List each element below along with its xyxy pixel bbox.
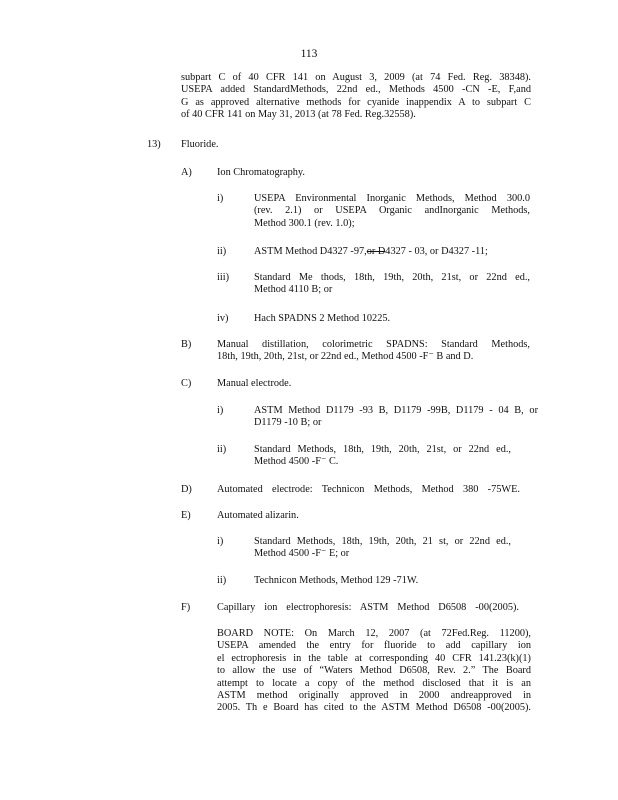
item-13-title: Fluoride. (181, 139, 219, 150)
item-d-text (217, 484, 520, 496)
text-line: BOARD NOTE: On March 12, 2007 (at 72Fed.Reg. 11200), (217, 628, 531, 639)
item-d-marker: D) (181, 484, 192, 495)
text-line: el ectrophoresis in the table at corresponding 40 CFR 141.23(k)(1) (217, 652, 531, 664)
text-line: Manual distillation, colorimetric SPADNS: Standard Methods, (217, 339, 530, 350)
item-a-i-marker: i) (217, 193, 224, 204)
item-c-title: Manual electrode. (217, 378, 292, 389)
text-line: Method 4110 B; or (254, 284, 333, 296)
text-segment: ASTM Method D4327 -97, (254, 246, 367, 257)
text-line: D1179 -10 B; or (254, 417, 322, 429)
text-line: ASTM Method D1179 -93 B, D1179 -99B, D1179 - 04 B, or (254, 405, 538, 416)
text-line: Method 300.1 (rev. 1.0); (254, 217, 355, 229)
page-number: 113 (300, 48, 318, 60)
item-e-i-text (254, 536, 511, 561)
item-e-ii-text: Technicon Methods, Method 129 -71W. (254, 575, 419, 586)
text-line: Automated electrode: Technicon Methods, Method 380 -75WE. (217, 484, 520, 495)
text-line: to allow the use of “Waters Method D6508, Rev. 2.” The Board (217, 665, 531, 677)
text-line: 18th, 19th, 20th, 21st, or 22nd ed., Method 4500 -F⁻ B and D. (217, 351, 474, 363)
text-line: Method 4500 -F⁻ E; or (254, 548, 350, 560)
item-a-marker: A) (181, 167, 192, 178)
text-line: 2005. Th e Board has cited to the ASTM Method D6508 -00(2005). (217, 702, 531, 714)
item-e-title: Automated alizarin. (217, 510, 299, 521)
item-e-ii-marker: ii) (217, 575, 227, 586)
struck-text: or D (366, 246, 386, 257)
item-e-marker: E) (181, 510, 191, 521)
text-segment: 4327 - 03, or D4327 -11; (385, 246, 488, 257)
text-line: Method 4500 -F⁻ C. (254, 456, 339, 468)
text-line: Standard Me thods, 18th, 19th, 20th, 21st, or 22nd ed., (254, 272, 530, 283)
item-b-marker: B) (181, 339, 192, 350)
item-a-iv-text: Hach SPADNS 2 Method 10225. (254, 313, 391, 324)
item-c-ii-marker: ii) (217, 444, 227, 455)
text-line: (rev. 2.1) or USEPA Organic andInorganic Methods, (254, 205, 530, 217)
text-line: attempt to locate a copy of the method disclosed that it is an (217, 677, 531, 689)
item-13-marker: 13) (147, 139, 161, 150)
item-e-i-marker: i) (217, 536, 224, 547)
item-f-marker: F) (181, 602, 191, 613)
intro-line: subpart C of 40 CFR 141 on August 3, 2009 (at 74 Fed. Reg. 38348). (181, 72, 531, 83)
text-line: Capillary ion electrophoresis: ASTM Method D6508 -00(2005). (217, 602, 519, 613)
intro-paragraph (181, 72, 531, 122)
intro-line: USEPA added StandardMethods, 22nd ed., Methods 4500 -CN -E, F,and (181, 84, 531, 96)
item-c-ii-text (254, 444, 511, 469)
intro-line: G as approved alternative methods for cyanide inappendix A to subpart C (181, 96, 531, 108)
text-line: Standard Methods, 18th, 19th, 20th, 21st, or 22nd ed., (254, 444, 511, 455)
board-note (217, 628, 531, 715)
item-a-i-text (254, 193, 530, 230)
item-a-ii-marker: ii) (217, 246, 227, 257)
item-c-i-text (254, 405, 538, 430)
item-c-i-marker: i) (217, 405, 224, 416)
item-f-text (217, 602, 519, 614)
text-line: Standard Methods, 18th, 19th, 20th, 21 st, or 22nd ed., (254, 536, 511, 547)
item-b-text (217, 339, 530, 364)
text-line: USEPA amended the entry for fluoride to add capillary ion (217, 640, 531, 652)
text-line: USEPA Environmental Inorganic Methods, Method 300.0 (254, 193, 530, 204)
item-c-marker: C) (181, 378, 192, 389)
item-a-ii-text (254, 246, 488, 258)
item-a-title: Ion Chromatography. (217, 167, 305, 178)
item-a-iii-text (254, 272, 530, 297)
intro-line: of 40 CFR 141 on May 31, 2013 (at 78 Fed. Reg.32558). (181, 109, 416, 121)
text-line: ASTM method originally approved in 2000 andreapproved in (217, 690, 531, 702)
item-a-iii-marker: iii) (217, 272, 230, 283)
item-a-iv-marker: iv) (217, 313, 229, 324)
